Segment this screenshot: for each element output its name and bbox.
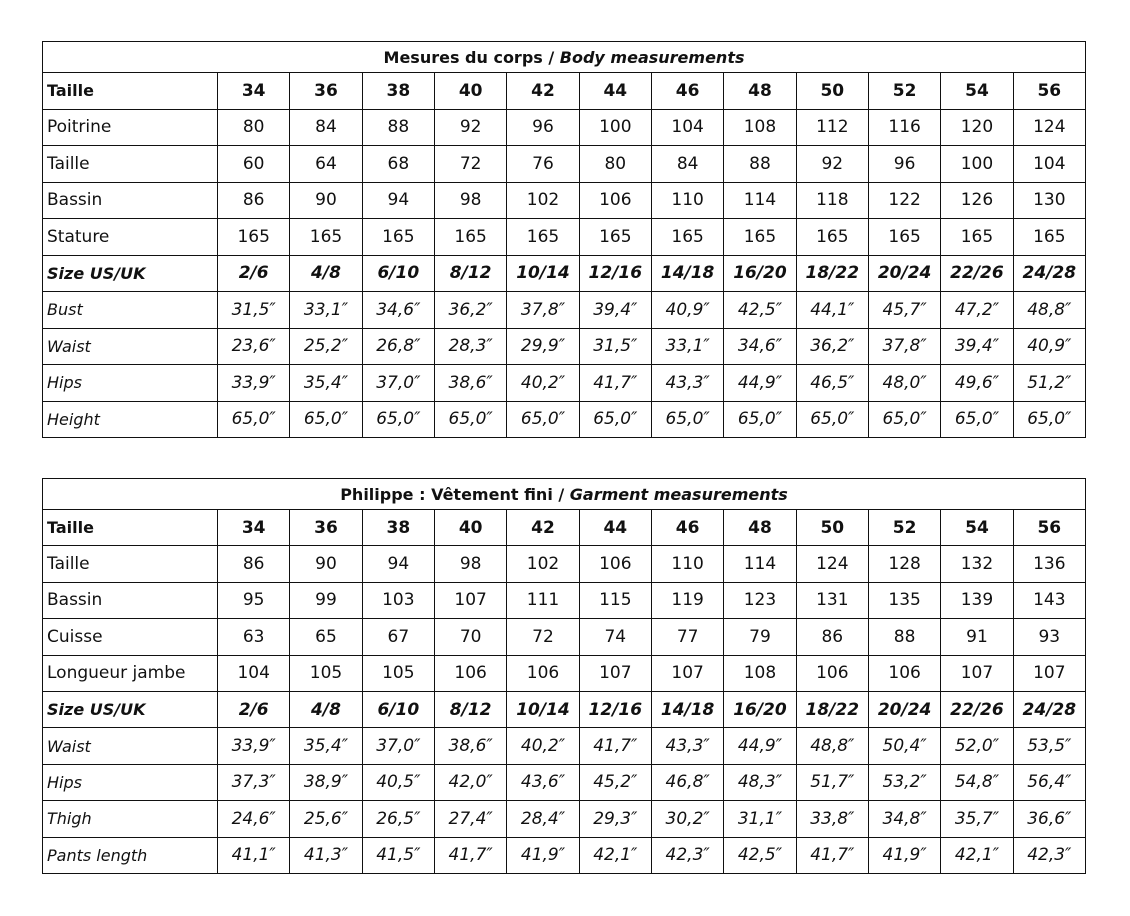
value-cell: 67 xyxy=(362,619,434,655)
us-size-cell: 12/16 xyxy=(579,255,651,292)
value-cell: 43,3″ xyxy=(651,728,723,764)
value-cell: 165 xyxy=(868,219,940,256)
value-cell: 104 xyxy=(651,109,723,146)
row-label: Waist xyxy=(43,728,218,764)
value-cell: 36,6″ xyxy=(1013,801,1085,837)
table-row xyxy=(43,764,1086,800)
value-cell: 65,0″ xyxy=(579,401,651,438)
value-cell: 65,0″ xyxy=(868,401,940,438)
title-french: Mesures du corps / xyxy=(383,47,560,67)
value-cell: 25,6″ xyxy=(290,801,362,837)
row-label: Pants length xyxy=(43,837,218,873)
value-cell: 33,1″ xyxy=(651,328,723,365)
value-cell: 120 xyxy=(941,109,1013,146)
size-header-cell: 40 xyxy=(434,73,506,110)
value-cell: 119 xyxy=(651,582,723,618)
us-size-row xyxy=(43,255,1086,292)
value-cell: 49,6″ xyxy=(941,365,1013,402)
value-cell: 26,5″ xyxy=(362,801,434,837)
value-cell: 135 xyxy=(868,582,940,618)
value-cell: 106 xyxy=(868,655,940,691)
value-cell: 40,5″ xyxy=(362,764,434,800)
value-cell: 43,6″ xyxy=(507,764,579,800)
value-cell: 42,1″ xyxy=(941,837,1013,873)
value-cell: 80 xyxy=(218,109,290,146)
size-header-cell: 56 xyxy=(1013,510,1085,546)
value-cell: 34,8″ xyxy=(868,801,940,837)
value-cell: 123 xyxy=(724,582,796,618)
size-header-cell: 40 xyxy=(434,510,506,546)
value-cell: 34,6″ xyxy=(362,292,434,329)
value-cell: 40,2″ xyxy=(507,728,579,764)
table-title xyxy=(43,42,1086,73)
table-row xyxy=(43,219,1086,256)
value-cell: 42,5″ xyxy=(724,292,796,329)
value-cell: 110 xyxy=(651,182,723,219)
table-body xyxy=(43,479,1086,874)
value-cell: 88 xyxy=(868,619,940,655)
value-cell: 124 xyxy=(796,546,868,582)
title-french: Philippe : Vêtement fini / xyxy=(340,484,570,504)
value-cell: 38,6″ xyxy=(434,365,506,402)
value-cell: 106 xyxy=(579,182,651,219)
us-size-cell: 8/12 xyxy=(434,255,506,292)
value-cell: 38,6″ xyxy=(434,728,506,764)
row-label: Hips xyxy=(43,365,218,402)
value-cell: 70 xyxy=(434,619,506,655)
us-size-cell: 8/12 xyxy=(434,691,506,727)
value-cell: 112 xyxy=(796,109,868,146)
value-cell: 41,7″ xyxy=(579,728,651,764)
value-cell: 76 xyxy=(507,146,579,183)
value-cell: 98 xyxy=(434,182,506,219)
value-cell: 92 xyxy=(434,109,506,146)
table-title xyxy=(43,479,1086,510)
value-cell: 104 xyxy=(1013,146,1085,183)
table-title-row xyxy=(43,479,1086,510)
value-cell: 31,5″ xyxy=(218,292,290,329)
value-cell: 165 xyxy=(796,219,868,256)
us-size-cell: 4/8 xyxy=(290,255,362,292)
size-header-cell: 50 xyxy=(796,510,868,546)
value-cell: 94 xyxy=(362,546,434,582)
value-cell: 65,0″ xyxy=(290,401,362,438)
value-cell: 65,0″ xyxy=(434,401,506,438)
body-measurements-table xyxy=(42,41,1086,438)
value-cell: 86 xyxy=(796,619,868,655)
value-cell: 65,0″ xyxy=(362,401,434,438)
value-cell: 88 xyxy=(362,109,434,146)
row-label: Taille xyxy=(43,510,218,546)
row-label: Thigh xyxy=(43,801,218,837)
row-label: Taille xyxy=(43,73,218,110)
value-cell: 40,2″ xyxy=(507,365,579,402)
value-cell: 77 xyxy=(651,619,723,655)
us-size-cell: 18/22 xyxy=(796,691,868,727)
value-cell: 45,2″ xyxy=(579,764,651,800)
value-cell: 90 xyxy=(290,546,362,582)
size-header-cell: 48 xyxy=(724,510,796,546)
value-cell: 60 xyxy=(218,146,290,183)
value-cell: 37,0″ xyxy=(362,728,434,764)
size-header-cell: 46 xyxy=(651,510,723,546)
value-cell: 48,8″ xyxy=(796,728,868,764)
value-cell: 35,4″ xyxy=(290,365,362,402)
value-cell: 51,7″ xyxy=(796,764,868,800)
value-cell: 31,1″ xyxy=(724,801,796,837)
value-cell: 48,0″ xyxy=(868,365,940,402)
value-cell: 165 xyxy=(941,219,1013,256)
value-cell: 111 xyxy=(507,582,579,618)
value-cell: 105 xyxy=(362,655,434,691)
row-label: Size US/UK xyxy=(43,255,218,292)
value-cell: 131 xyxy=(796,582,868,618)
value-cell: 84 xyxy=(290,109,362,146)
value-cell: 136 xyxy=(1013,546,1085,582)
us-size-cell: 14/18 xyxy=(651,691,723,727)
size-header-cell: 54 xyxy=(941,73,1013,110)
value-cell: 42,0″ xyxy=(434,764,506,800)
row-label: Hips xyxy=(43,764,218,800)
value-cell: 33,9″ xyxy=(218,365,290,402)
value-cell: 41,7″ xyxy=(579,365,651,402)
size-header-cell: 56 xyxy=(1013,73,1085,110)
value-cell: 38,9″ xyxy=(290,764,362,800)
value-cell: 64 xyxy=(290,146,362,183)
value-cell: 118 xyxy=(796,182,868,219)
value-cell: 42,5″ xyxy=(724,837,796,873)
value-cell: 94 xyxy=(362,182,434,219)
value-cell: 107 xyxy=(941,655,1013,691)
value-cell: 108 xyxy=(724,109,796,146)
value-cell: 130 xyxy=(1013,182,1085,219)
value-cell: 54,8″ xyxy=(941,764,1013,800)
size-header-row xyxy=(43,510,1086,546)
value-cell: 33,1″ xyxy=(290,292,362,329)
value-cell: 29,9″ xyxy=(507,328,579,365)
value-cell: 165 xyxy=(362,219,434,256)
value-cell: 27,4″ xyxy=(434,801,506,837)
value-cell: 53,2″ xyxy=(868,764,940,800)
table-row xyxy=(43,728,1086,764)
table-title-row xyxy=(43,42,1086,73)
value-cell: 41,1″ xyxy=(218,837,290,873)
size-header-cell: 50 xyxy=(796,73,868,110)
value-cell: 37,8″ xyxy=(868,328,940,365)
value-cell: 37,3″ xyxy=(218,764,290,800)
row-label: Bassin xyxy=(43,182,218,219)
us-size-cell: 12/16 xyxy=(579,691,651,727)
value-cell: 139 xyxy=(941,582,1013,618)
table-row xyxy=(43,182,1086,219)
value-cell: 79 xyxy=(724,619,796,655)
value-cell: 42,3″ xyxy=(1013,837,1085,873)
us-size-cell: 2/6 xyxy=(218,255,290,292)
us-size-row xyxy=(43,691,1086,727)
value-cell: 124 xyxy=(1013,109,1085,146)
value-cell: 115 xyxy=(579,582,651,618)
size-header-cell: 52 xyxy=(868,73,940,110)
value-cell: 51,2″ xyxy=(1013,365,1085,402)
table-row xyxy=(43,619,1086,655)
value-cell: 28,3″ xyxy=(434,328,506,365)
value-cell: 72 xyxy=(434,146,506,183)
value-cell: 29,3″ xyxy=(579,801,651,837)
us-size-cell: 2/6 xyxy=(218,691,290,727)
value-cell: 43,3″ xyxy=(651,365,723,402)
us-size-cell: 20/24 xyxy=(868,691,940,727)
value-cell: 68 xyxy=(362,146,434,183)
value-cell: 128 xyxy=(868,546,940,582)
value-cell: 34,6″ xyxy=(724,328,796,365)
value-cell: 96 xyxy=(868,146,940,183)
table-row xyxy=(43,546,1086,582)
value-cell: 96 xyxy=(507,109,579,146)
value-cell: 107 xyxy=(651,655,723,691)
table-row xyxy=(43,328,1086,365)
size-header-cell: 54 xyxy=(941,510,1013,546)
value-cell: 26,8″ xyxy=(362,328,434,365)
value-cell: 93 xyxy=(1013,619,1085,655)
value-cell: 74 xyxy=(579,619,651,655)
value-cell: 44,9″ xyxy=(724,728,796,764)
value-cell: 23,6″ xyxy=(218,328,290,365)
value-cell: 165 xyxy=(651,219,723,256)
value-cell: 105 xyxy=(290,655,362,691)
value-cell: 165 xyxy=(507,219,579,256)
table-row xyxy=(43,837,1086,873)
value-cell: 40,9″ xyxy=(1013,328,1085,365)
value-cell: 48,8″ xyxy=(1013,292,1085,329)
value-cell: 100 xyxy=(579,109,651,146)
table-row xyxy=(43,401,1086,438)
value-cell: 91 xyxy=(941,619,1013,655)
us-size-cell: 24/28 xyxy=(1013,255,1085,292)
value-cell: 36,2″ xyxy=(434,292,506,329)
value-cell: 63 xyxy=(218,619,290,655)
row-label: Size US/UK xyxy=(43,691,218,727)
value-cell: 143 xyxy=(1013,582,1085,618)
value-cell: 48,3″ xyxy=(724,764,796,800)
value-cell: 107 xyxy=(1013,655,1085,691)
us-size-cell: 16/20 xyxy=(724,255,796,292)
value-cell: 52,0″ xyxy=(941,728,1013,764)
size-header-cell: 52 xyxy=(868,510,940,546)
value-cell: 36,2″ xyxy=(796,328,868,365)
value-cell: 40,9″ xyxy=(651,292,723,329)
value-cell: 37,8″ xyxy=(507,292,579,329)
value-cell: 65,0″ xyxy=(1013,401,1085,438)
table-row xyxy=(43,292,1086,329)
value-cell: 122 xyxy=(868,182,940,219)
table-row xyxy=(43,365,1086,402)
value-cell: 53,5″ xyxy=(1013,728,1085,764)
value-cell: 114 xyxy=(724,182,796,219)
row-label: Stature xyxy=(43,219,218,256)
us-size-cell: 16/20 xyxy=(724,691,796,727)
value-cell: 41,9″ xyxy=(868,837,940,873)
value-cell: 24,6″ xyxy=(218,801,290,837)
value-cell: 104 xyxy=(218,655,290,691)
size-header-cell: 36 xyxy=(290,510,362,546)
title-english: Body measurements xyxy=(559,47,745,67)
us-size-cell: 4/8 xyxy=(290,691,362,727)
value-cell: 65,0″ xyxy=(651,401,723,438)
table-row xyxy=(43,109,1086,146)
size-header-cell: 44 xyxy=(579,510,651,546)
size-header-cell: 38 xyxy=(362,510,434,546)
value-cell: 103 xyxy=(362,582,434,618)
value-cell: 35,7″ xyxy=(941,801,1013,837)
value-cell: 99 xyxy=(290,582,362,618)
value-cell: 72 xyxy=(507,619,579,655)
table-row xyxy=(43,582,1086,618)
value-cell: 41,5″ xyxy=(362,837,434,873)
us-size-cell: 20/24 xyxy=(868,255,940,292)
value-cell: 110 xyxy=(651,546,723,582)
value-cell: 65 xyxy=(290,619,362,655)
value-cell: 28,4″ xyxy=(507,801,579,837)
size-header-cell: 44 xyxy=(579,73,651,110)
size-header-cell: 36 xyxy=(290,73,362,110)
size-header-cell: 46 xyxy=(651,73,723,110)
value-cell: 80 xyxy=(579,146,651,183)
value-cell: 165 xyxy=(434,219,506,256)
value-cell: 106 xyxy=(507,655,579,691)
value-cell: 33,8″ xyxy=(796,801,868,837)
value-cell: 50,4″ xyxy=(868,728,940,764)
value-cell: 106 xyxy=(434,655,506,691)
us-size-cell: 22/26 xyxy=(941,691,1013,727)
value-cell: 39,4″ xyxy=(579,292,651,329)
value-cell: 41,3″ xyxy=(290,837,362,873)
table-row xyxy=(43,655,1086,691)
row-label: Longueur jambe xyxy=(43,655,218,691)
value-cell: 33,9″ xyxy=(218,728,290,764)
us-size-cell: 6/10 xyxy=(362,691,434,727)
garment-measurements-table xyxy=(42,478,1086,874)
value-cell: 44,1″ xyxy=(796,292,868,329)
row-label: Height xyxy=(43,401,218,438)
row-label: Poitrine xyxy=(43,109,218,146)
value-cell: 102 xyxy=(507,182,579,219)
value-cell: 41,7″ xyxy=(796,837,868,873)
value-cell: 35,4″ xyxy=(290,728,362,764)
value-cell: 31,5″ xyxy=(579,328,651,365)
size-header-cell: 48 xyxy=(724,73,796,110)
value-cell: 107 xyxy=(579,655,651,691)
us-size-cell: 6/10 xyxy=(362,255,434,292)
value-cell: 39,4″ xyxy=(941,328,1013,365)
size-header-row xyxy=(43,73,1086,110)
title-english: Garment measurements xyxy=(569,484,788,504)
value-cell: 25,2″ xyxy=(290,328,362,365)
value-cell: 165 xyxy=(218,219,290,256)
value-cell: 95 xyxy=(218,582,290,618)
value-cell: 86 xyxy=(218,182,290,219)
value-cell: 106 xyxy=(579,546,651,582)
value-cell: 41,9″ xyxy=(507,837,579,873)
value-cell: 65,0″ xyxy=(941,401,1013,438)
value-cell: 65,0″ xyxy=(796,401,868,438)
table-body xyxy=(43,42,1086,438)
value-cell: 132 xyxy=(941,546,1013,582)
row-label: Cuisse xyxy=(43,619,218,655)
value-cell: 30,2″ xyxy=(651,801,723,837)
value-cell: 42,1″ xyxy=(579,837,651,873)
row-label: Taille xyxy=(43,546,218,582)
size-header-cell: 34 xyxy=(218,510,290,546)
value-cell: 88 xyxy=(724,146,796,183)
size-header-cell: 38 xyxy=(362,73,434,110)
value-cell: 41,7″ xyxy=(434,837,506,873)
value-cell: 42,3″ xyxy=(651,837,723,873)
value-cell: 106 xyxy=(796,655,868,691)
value-cell: 90 xyxy=(290,182,362,219)
us-size-cell: 10/14 xyxy=(507,691,579,727)
size-header-cell: 34 xyxy=(218,73,290,110)
row-label: Bust xyxy=(43,292,218,329)
size-header-cell: 42 xyxy=(507,510,579,546)
value-cell: 86 xyxy=(218,546,290,582)
row-label: Taille xyxy=(43,146,218,183)
us-size-cell: 22/26 xyxy=(941,255,1013,292)
row-label: Waist xyxy=(43,328,218,365)
value-cell: 165 xyxy=(290,219,362,256)
us-size-cell: 10/14 xyxy=(507,255,579,292)
value-cell: 100 xyxy=(941,146,1013,183)
value-cell: 107 xyxy=(434,582,506,618)
value-cell: 45,7″ xyxy=(868,292,940,329)
value-cell: 44,9″ xyxy=(724,365,796,402)
value-cell: 165 xyxy=(724,219,796,256)
value-cell: 84 xyxy=(651,146,723,183)
value-cell: 47,2″ xyxy=(941,292,1013,329)
value-cell: 126 xyxy=(941,182,1013,219)
value-cell: 165 xyxy=(579,219,651,256)
value-cell: 56,4″ xyxy=(1013,764,1085,800)
value-cell: 165 xyxy=(1013,219,1085,256)
value-cell: 108 xyxy=(724,655,796,691)
row-label: Bassin xyxy=(43,582,218,618)
table-row xyxy=(43,146,1086,183)
value-cell: 46,8″ xyxy=(651,764,723,800)
value-cell: 92 xyxy=(796,146,868,183)
size-header-cell: 42 xyxy=(507,73,579,110)
value-cell: 65,0″ xyxy=(507,401,579,438)
value-cell: 98 xyxy=(434,546,506,582)
value-cell: 37,0″ xyxy=(362,365,434,402)
value-cell: 114 xyxy=(724,546,796,582)
us-size-cell: 18/22 xyxy=(796,255,868,292)
value-cell: 65,0″ xyxy=(218,401,290,438)
us-size-cell: 14/18 xyxy=(651,255,723,292)
value-cell: 116 xyxy=(868,109,940,146)
value-cell: 46,5″ xyxy=(796,365,868,402)
us-size-cell: 24/28 xyxy=(1013,691,1085,727)
value-cell: 65,0″ xyxy=(724,401,796,438)
table-row xyxy=(43,801,1086,837)
value-cell: 102 xyxy=(507,546,579,582)
